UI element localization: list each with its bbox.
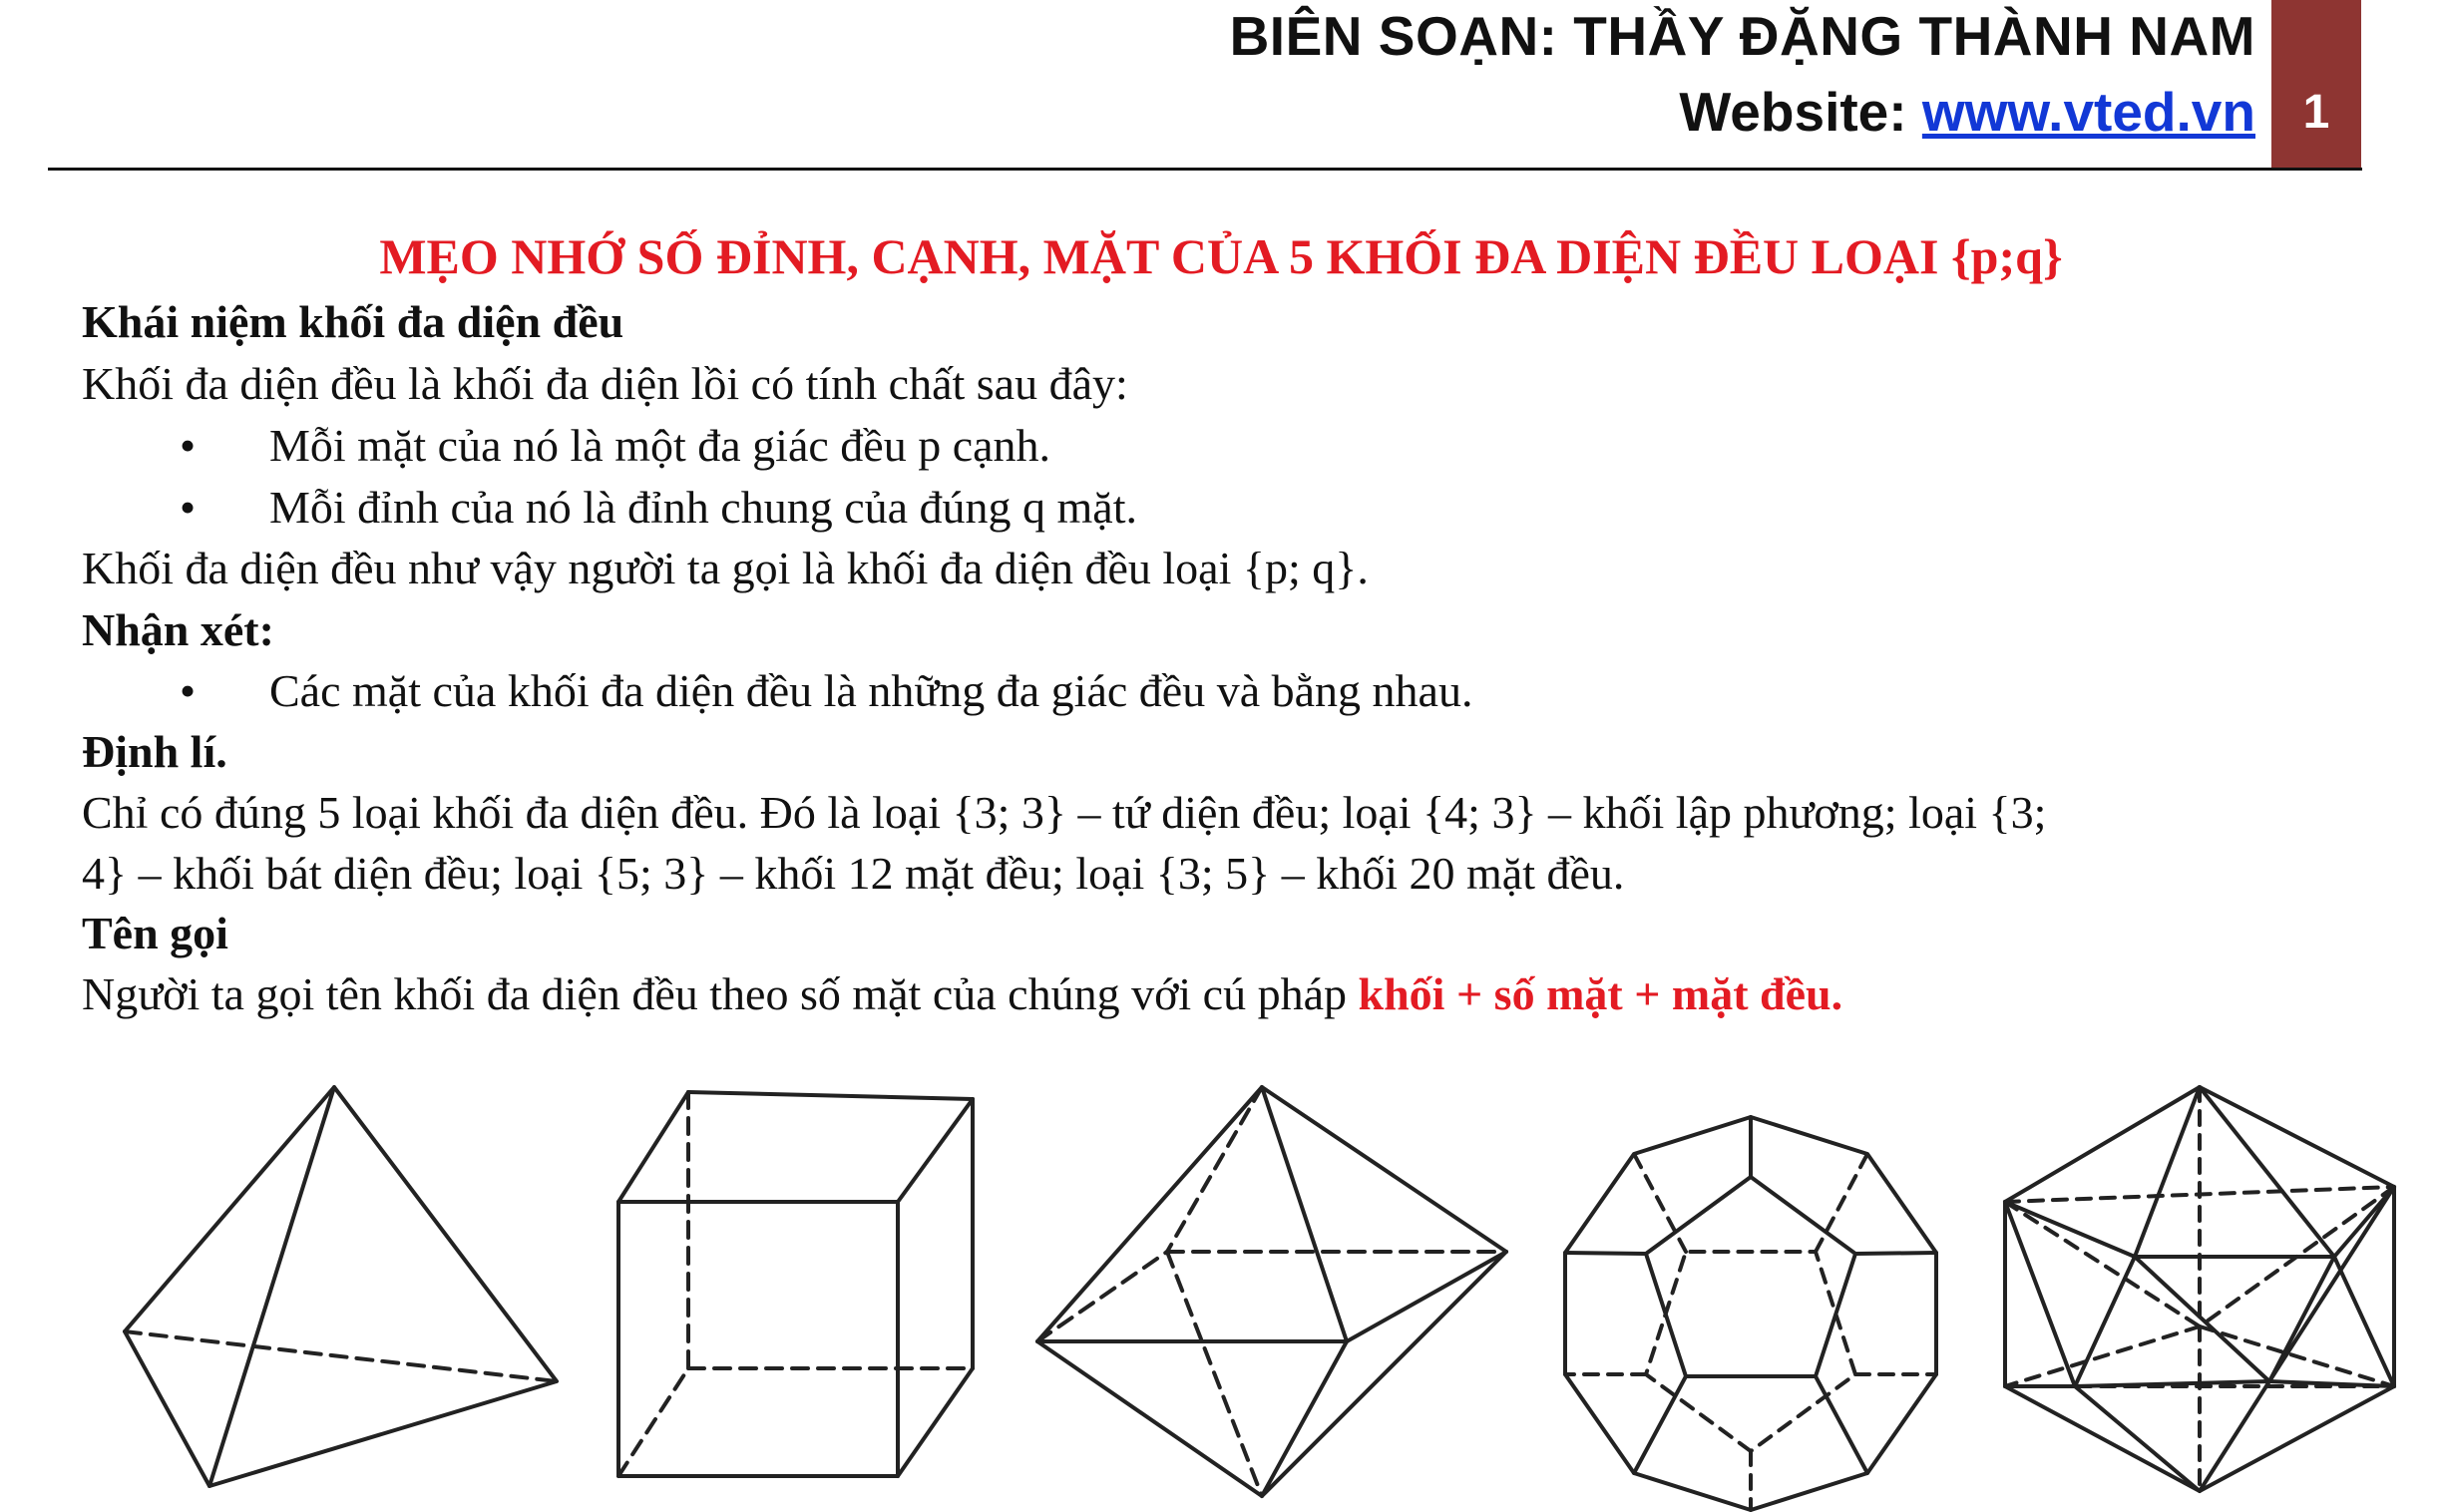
section3-line-2: 4} – khối bát diện đều; loại {5; 3} – khối 12 mặt đều; loại {3; 5} – khối 20 mặt đều. — [82, 848, 1625, 899]
section4-text — [82, 968, 1843, 1019]
dodecahedron-figure — [1565, 1117, 1936, 1510]
header-website — [1679, 80, 2255, 144]
naming-syntax: khối + số mặt + mặt đều. — [1358, 968, 1843, 1019]
bullet-dot: • — [180, 665, 197, 716]
page-title: MẸO NHỚ SỐ ĐỈNH, CẠNH, MẶT CỦA 5 KHỐI ĐA DIỆN ĐỀU LOẠI {p;q} — [379, 228, 2063, 284]
section3-line-1: Chỉ có đúng 5 loại khối đa diện đều. Đó là loại {3; 3} – tứ diện đều; loại {4; 3} – khối lập phương; loại {3; — [82, 787, 2047, 838]
section1-conclusion: Khối đa diện đều như vậy người ta gọi là khối đa diện đều loại {p; q}. — [82, 543, 1369, 593]
cube-figure — [618, 1092, 973, 1476]
octahedron-figure — [1037, 1087, 1506, 1496]
section2-heading: Nhận xét: — [82, 604, 274, 655]
website-link[interactable]: www.vted.vn — [1921, 81, 2255, 143]
bullet-dot: • — [180, 420, 197, 471]
platonic-solids-figure — [0, 1057, 2442, 1512]
header-author: BIÊN SOẠN: THẦY ĐẶNG THÀNH NAM — [1229, 5, 2255, 67]
section3-heading: Định lí. — [82, 726, 227, 777]
website-label: Website: — [1679, 81, 1922, 143]
section4-body: Người ta gọi tên khối đa diện đều theo số mặt của chúng với cú pháp — [82, 968, 1359, 1019]
section1-intro: Khối đa diện đều là khối đa diện lồi có tính chất sau đây: — [82, 358, 1128, 409]
page-number: 1 — [2271, 0, 2361, 170]
section1-bullet-1: Mỗi mặt của nó là một đa giác đều p cạnh. — [269, 420, 1051, 471]
bullet-dot: • — [180, 482, 197, 533]
section1-heading: Khái niệm khối đa diện đều — [82, 296, 624, 347]
section1-bullet-2: Mỗi đỉnh của nó là đỉnh chung của đúng q mặt. — [269, 482, 1138, 533]
section2-bullet-1: Các mặt của khối đa diện đều là những đa giác đều và bằng nhau. — [269, 665, 1473, 716]
tetrahedron-figure — [125, 1087, 557, 1486]
header-rule — [48, 168, 2362, 171]
icosahedron-figure — [2005, 1087, 2394, 1491]
section4-heading: Tên gọi — [82, 908, 228, 958]
